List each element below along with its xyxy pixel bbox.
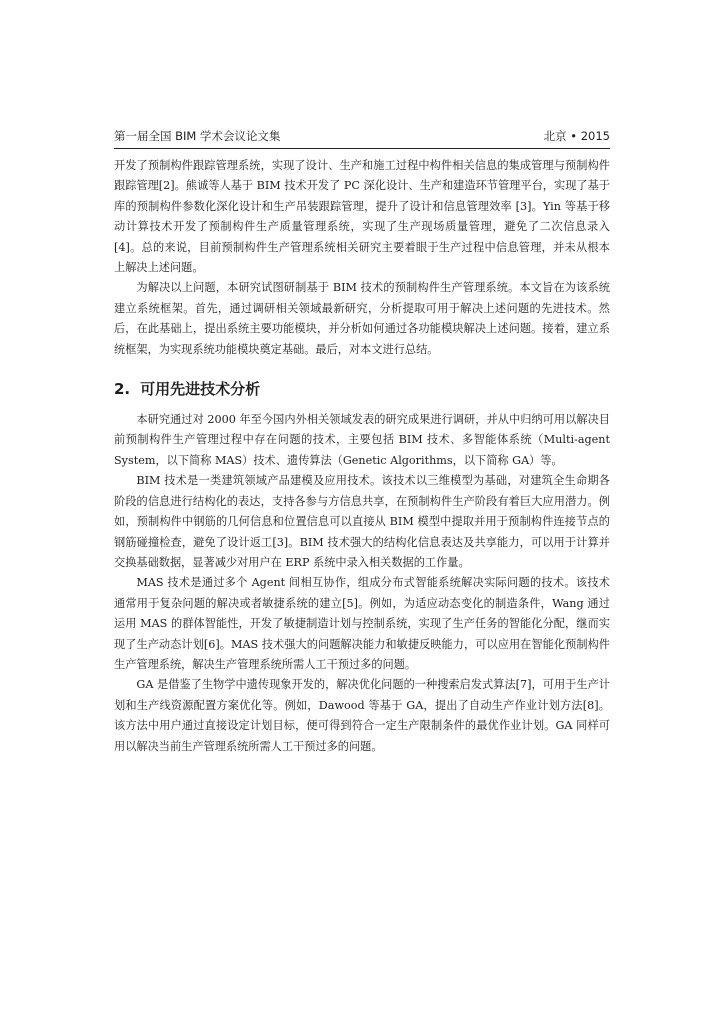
paragraph-mas: MAS 技术是通过多个 Agent 间相互协作，组成分布式智能系统解决实际问题的技术。该技术通常用于复杂问题的解决或者敏捷系统的建立[5]。例如，为适应动态变化的制造条件，Wang 通过运用 MAS 的群体智能性，开发了敏捷制造计划与控制系统，实现了生产任务的智能化分配，继而实现了生产动态计划[6]。MAS 技术强大的问题解决能力和敏捷反映能力，可以应用在智能化预制构件生产管理系统，解决生产管理系统所需人工干预过多的问题。 [114,576,610,671]
paragraph-ga: GA 是借鉴了生物学中遗传现象开发的，解决优化问题的一种搜索启发式算法[7]，可用于生产计划和生产线资源配置方案优化等。例如，Dawood 等基于 GA，提出了自动生产作业计划方法[8]。该方法中用户通过直接设定计划目标，便可得到符合一定生产限制条件的最优作业计划。GA 同样可用以解决当前生产管理系统所需人工干预过多的问题。 [114,678,610,753]
paragraph-continuation: 开发了预制构件跟踪管理系统，实现了设计、生产和施工过程中构件相关信息的集成管理与预制构件跟踪管理[2]。熊诚等人基于 BIM 技术开发了 PC 深化设计、生产和建造环节管理平台，实现了基于库的预制构件参数化深化设计和生产吊装跟踪管理，提升了设计和信息管理效率 [3]。Yin 等基于移动计算技术开发了预制构件生产质量管理系统，实现了生产现场质量管理，避免了二次信息录入[4]。总的来说，目前预制构件生产管理系统相关研究主要着眼于生产过程中信息管理，并未从根本上解决上述问题。 [114,159,610,275]
header-location-year: 北京 • 2015 [543,129,610,143]
running-header [114,128,610,149]
section-heading [114,378,610,400]
header-proceedings-title: 第一届全国 BIM 学术会议论文集 [114,129,281,143]
paragraph-research-aim: 为解决以上问题，本研究试图研制基于 BIM 技术的预制构件生产管理系统。本文旨在为该系统建立系统框架。首先，通过调研相关领域最新研究，分析提取可用于解决上述问题的先进技术。然后，在此基础上，提出系统主要功能模块，并分析如何通过各功能模块解决上述问题。接着，建立系统框架，为实现系统功能模块奠定基础。最后，对本文进行总结。 [114,281,610,356]
section-number: 2. [114,380,131,399]
section-title-text: 可用先进技术分析 [140,380,261,399]
paragraph-bim: BIM 技术是一类建筑领域产品建模及应用技术。该技术以三维模型为基础，对建筑全生命期各阶段的信息进行结构化的表达，支持各参与方信息共享，在预制构件生产阶段有着巨大应用潜力。例如，预制构件中钢筋的几何信息和位置信息可以直接从 BIM 模型中提取并用于预制构件连接节点的钢筋碰撞检查，避免了设计返工[3]。BIM 技术强大的结构化信息表达及共享能力，可以用于计算并交换基础数据，显著减少对用户在 ERP 系统中录入相关数据的工作量。 [114,474,610,569]
paragraph-survey: 本研究通过对 2000 年至今国内外相关领域发表的研究成果进行调研，并从中归纳可用以解决目前预制构件生产管理过程中存在问题的技术，主要包括 BIM 技术、多智能体系统（Multi-agent System，以下简称 MAS）技术、遗传算法（Genetic Algorithms，以下简称 GA）等。 [114,413,610,467]
body-text [114,156,610,757]
